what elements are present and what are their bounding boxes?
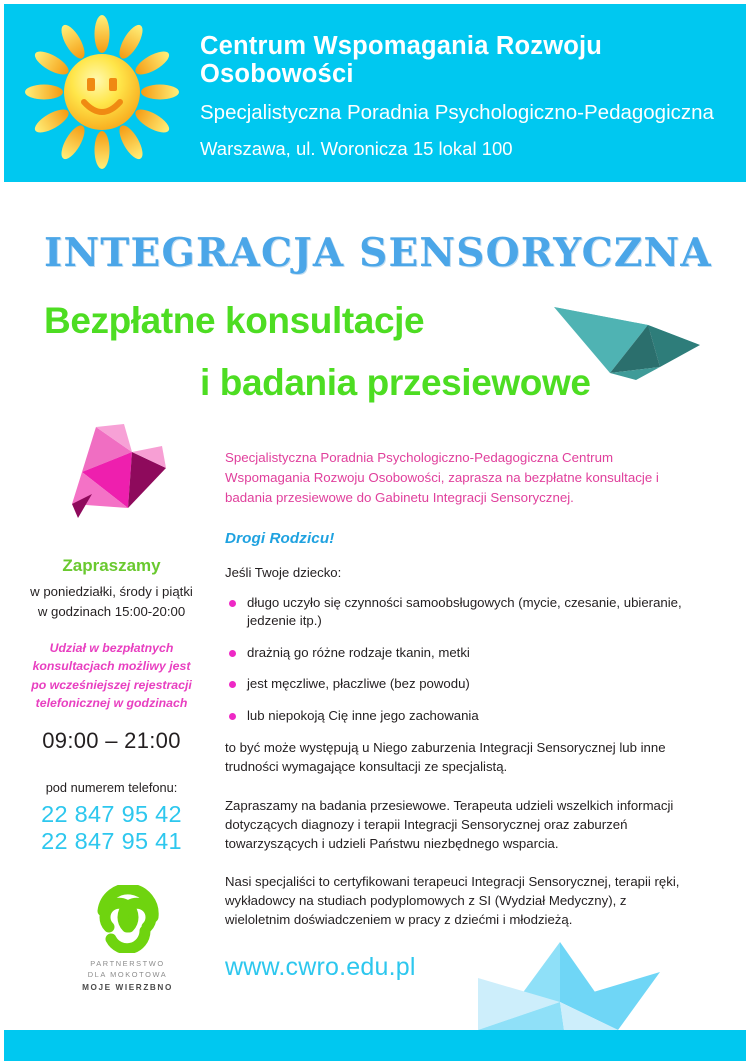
phone-number-1[interactable]: 22 847 95 42 <box>41 801 182 828</box>
registration-note-line-3: po wcześniejszej rejestracji <box>31 677 192 692</box>
registration-note-line-2: konsultacjach możliwy jest <box>32 659 191 674</box>
poster-header <box>4 4 746 182</box>
partnership-knot-icon <box>89 885 167 953</box>
paper-airplane-icon <box>552 295 702 380</box>
origami-boat-icon <box>478 920 728 1035</box>
opening-days-line-2: w godzinach 15:00-20:00 <box>37 603 186 619</box>
phone-number-2[interactable]: 22 847 95 41 <box>41 828 182 855</box>
origami-bird-icon <box>62 422 212 527</box>
poster-footer-bar <box>4 1030 746 1061</box>
list-item: lub niepokoją Cię inne jego zachowania <box>225 707 687 725</box>
symptoms-list <box>225 594 687 725</box>
registration-note-line-4: telefonicznej w godzinach <box>35 695 188 710</box>
opening-days <box>14 582 209 620</box>
phone-label: pod numerem telefonu: <box>45 780 178 796</box>
partner-logo <box>60 885 195 994</box>
registration-hours: 09:00 – 21:00 <box>42 728 181 754</box>
partner-line-1: PARTNERSTWO <box>90 959 165 968</box>
main-content <box>225 448 687 982</box>
organization-name: Centrum Wspomagania Rozwoju Osobowości <box>200 32 603 89</box>
list-item: drażnią go różne rodzaje tkanin, metki <box>225 644 687 662</box>
registration-note-line-1: Udział w bezpłatnych <box>49 640 174 655</box>
website-link[interactable]: www.cwro.edu.pl <box>225 953 416 982</box>
subtitle-line-1: Bezpłatne konsultacje <box>44 300 425 341</box>
list-item: jest męczliwe, płaczliwe (bez powodu) <box>225 675 687 693</box>
partner-line-3: MOJE WIERZBNO <box>82 983 173 993</box>
question-text: Jeśli Twoje dziecko: <box>225 564 342 580</box>
conclusion-paragraph: to być może występują u Niego zaburzenia Integracji Sensorycznej lub inne trudności wymagające konsultacji ze specjalistą. <box>225 740 666 775</box>
subtitle-line-2: i badania przesiewowe <box>200 362 591 403</box>
page-title: INTEGRACJA SENSORYCZNA <box>44 230 712 276</box>
intro-paragraph: Specjalistyczna Poradnia Psychologiczno-Pedagogiczna Centrum Wspomagania Rozwoju Osobowości, zaprasza na bezpłatne konsultacje i badania przesiewowe do Gabinetu Integracji Sensorycznej. <box>225 450 659 505</box>
list-item: długo uczyło się czynności samoobsługowych (mycie, czesanie, ubieranie, jedzenie itp.) <box>225 594 687 631</box>
screening-paragraph: Zapraszamy na badania przesiewowe. Terapeuta udzieli wszelkich informacji dotyczących diagnozy i terapii Integracji Sensorycznej oraz zaburzeń towarzyszących i udzieli Państwu niezbędnego wsparcia. <box>225 797 674 851</box>
specialists-paragraph: Nasi specjaliści to certyfikowani terapeuci Integracji Sensorycznej, terapii ręki, wykładowcy na studiach podyplomowych z SI (Wydział Medyczny), z wieloletnim doświadczeniem w pracy z dziećmi i młodzieżą. <box>225 873 680 928</box>
phone-numbers <box>14 801 209 855</box>
registration-note <box>14 639 209 713</box>
organization-address: Warszawa, ul. Woronicza 15 lokal 100 <box>200 137 513 159</box>
smiling-sun-icon <box>22 12 182 172</box>
header-text-block <box>200 32 736 159</box>
partner-line-2: DLA MOKOTOWA <box>87 970 168 980</box>
organization-subtitle: Specjalistyczna Poradnia Psychologiczno-Pedagogiczna <box>200 101 714 125</box>
greeting-heading: Drogi Rodzicu! <box>225 529 335 547</box>
opening-days-line-1: w poniedziałki, środy i piątki <box>30 584 193 600</box>
invite-heading: Zapraszamy <box>62 556 161 575</box>
sidebar-info <box>14 556 209 855</box>
